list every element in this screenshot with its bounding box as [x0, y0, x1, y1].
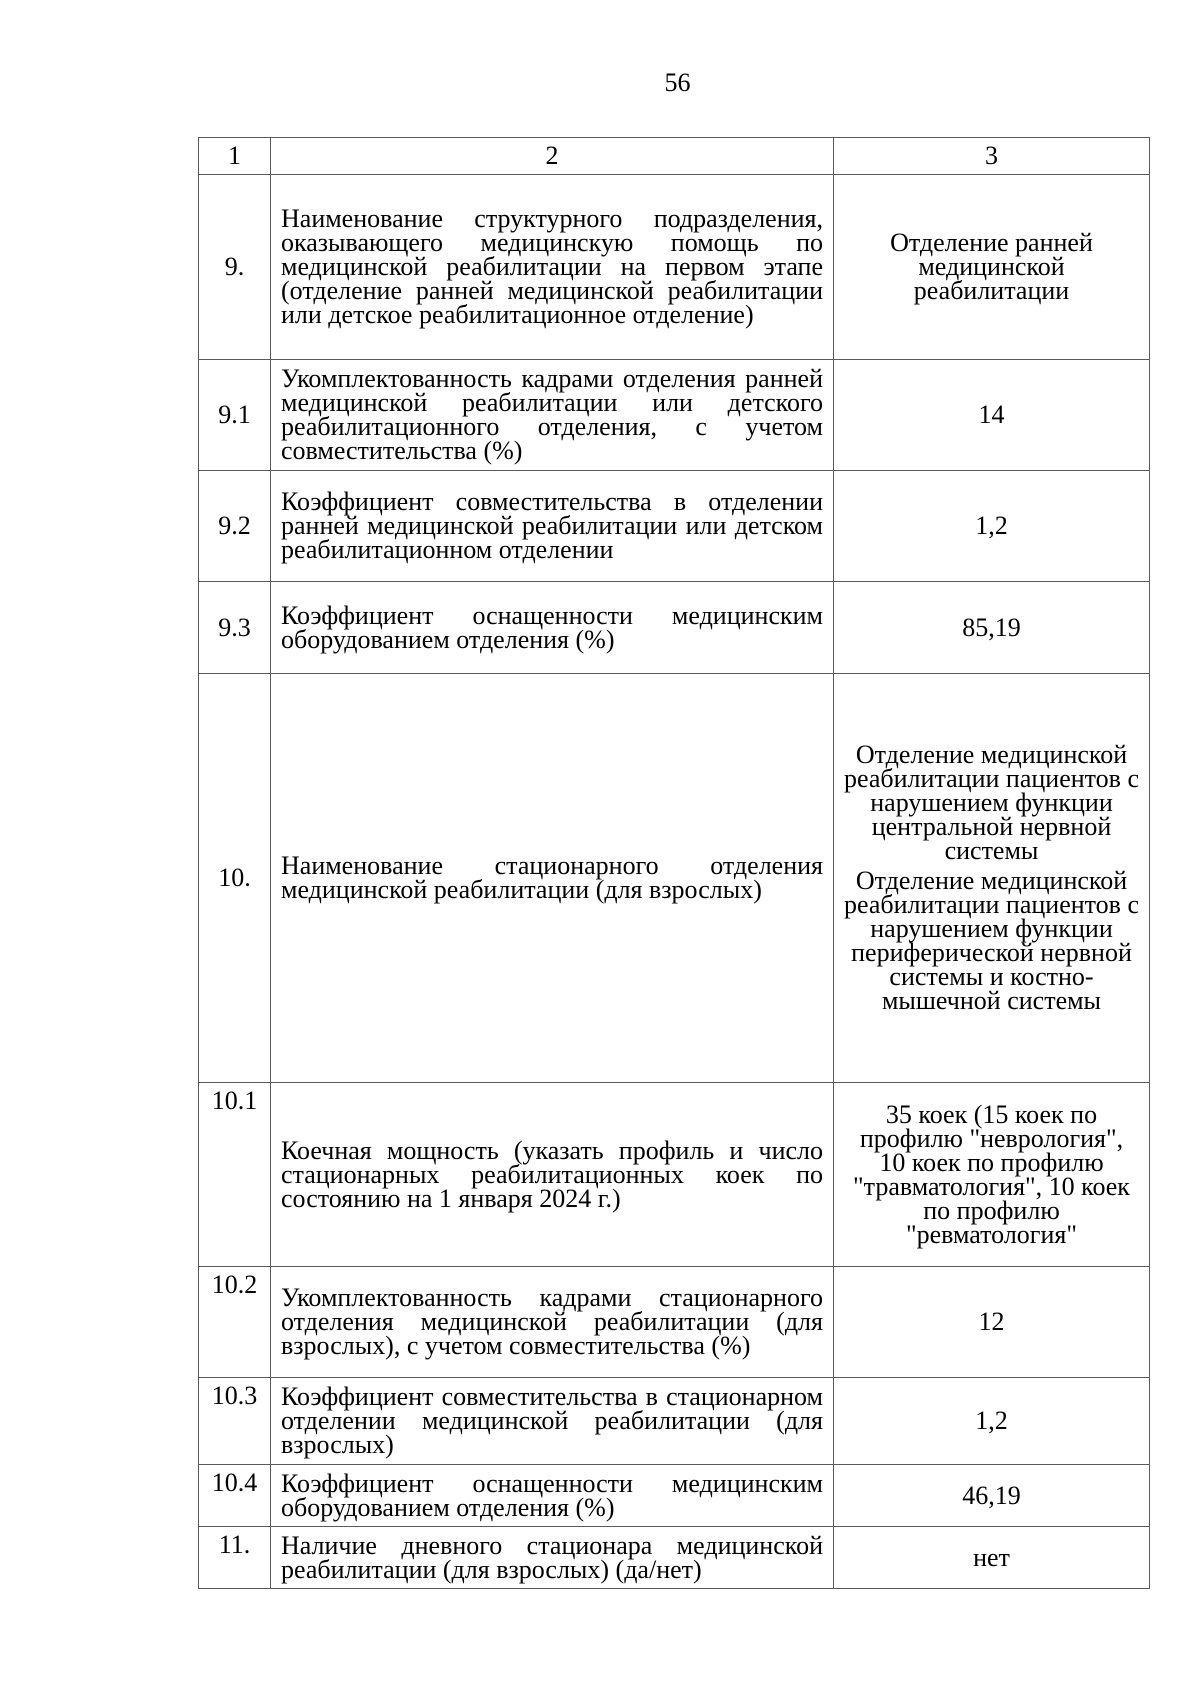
row-value: [834, 582, 1150, 674]
value-text: Отделение ранней медицинской реабилитации: [890, 228, 1093, 305]
row-number: 9.: [199, 175, 271, 360]
table-row: [199, 175, 1150, 360]
row-description: Наименование стационарного отделения медицинской реабилитации (для взрослых): [271, 674, 834, 1083]
row-number: 9.2: [199, 471, 271, 582]
row-number: 10.2: [199, 1267, 271, 1378]
page-number: 56: [664, 68, 691, 97]
row-value: [834, 1378, 1150, 1465]
value-text: 35 коек (15 коек по профилю "неврология", 10 коек по профилю "травматология", 10 коек по профилю "ревматология": [853, 1099, 1130, 1249]
row-number: 9.1: [199, 360, 271, 471]
row-value: [834, 360, 1150, 471]
row-number: 11.: [199, 1527, 271, 1589]
table-row: [199, 582, 1150, 674]
table-header-row: [199, 138, 1150, 175]
row-value: [834, 1267, 1150, 1378]
row-value: [834, 674, 1150, 1083]
table-row: [199, 471, 1150, 582]
row-description: Коэффициент оснащенности медицинским оборудованием отделения (%): [271, 582, 834, 674]
value-text: 12: [978, 1307, 1005, 1336]
table-row: [199, 1527, 1150, 1589]
row-description: Коечная мощность (указать профиль и число стационарных реабилитационных коек по состоянию на 1 января 2024 г.): [271, 1083, 834, 1267]
table-row: [199, 1378, 1150, 1465]
column-header: 1: [199, 138, 271, 175]
row-number: 9.3: [199, 582, 271, 674]
row-description: Укомплектованность кадрами отделения ранней медицинской реабилитации или детского реабилитационного отделения, с учетом совместительства (%): [271, 360, 834, 471]
table-row: [199, 360, 1150, 471]
row-value: [834, 471, 1150, 582]
row-number: 10.1: [199, 1083, 271, 1267]
value-text: 1,2: [975, 511, 1008, 540]
column-header: 2: [271, 138, 834, 175]
row-number: 10.3: [199, 1378, 271, 1465]
row-value: [834, 1465, 1150, 1527]
column-header: 3: [834, 138, 1150, 175]
value-text: 85,19: [962, 612, 1021, 642]
value-text: Отделение медицинской реабилитации пациентов с нарушением функции центральной нервной системы: [844, 740, 1139, 865]
table-row: [199, 674, 1150, 1083]
value-text: 46,19: [962, 1480, 1021, 1510]
row-value: [834, 1083, 1150, 1267]
row-number: 10.4: [199, 1465, 271, 1527]
row-description: Наименование структурного подразделения, оказывающего медицинскую помощь по медицинской реабилитации на первом этапе (отделение ранней медицинской реабилитации или детское реабилитационное отделение): [271, 175, 834, 360]
row-description: Коэффициент совместительства в отделении ранней медицинской реабилитации или детском реабилитационном отделении: [271, 471, 834, 582]
table-row: [199, 1267, 1150, 1378]
table-row: [199, 1465, 1150, 1527]
value-text: Отделение медицинской реабилитации пациентов с нарушением функции периферической нервной системы и костно-мышечной системы: [844, 866, 1139, 1015]
row-description: Коэффициент совместительства в стационарном отделении медицинской реабилитации (для взрослых): [271, 1378, 834, 1465]
row-number: 10.: [199, 674, 271, 1083]
value-text: 14: [978, 400, 1005, 429]
row-value: [834, 1527, 1150, 1589]
table-row: [199, 1083, 1150, 1267]
row-description: Наличие дневного стационара медицинской реабилитации (для взрослых) (да/нет): [271, 1527, 834, 1589]
value-text: 1,2: [975, 1406, 1008, 1435]
row-description: Укомплектованность кадрами стационарного отделения медицинской реабилитации (для взрослых), с учетом совместительства (%): [271, 1267, 834, 1378]
data-table: [198, 137, 1150, 1589]
value-text: нет: [973, 1542, 1010, 1572]
row-description: Коэффициент оснащенности медицинским оборудованием отделения (%): [271, 1465, 834, 1527]
row-value: [834, 175, 1150, 360]
